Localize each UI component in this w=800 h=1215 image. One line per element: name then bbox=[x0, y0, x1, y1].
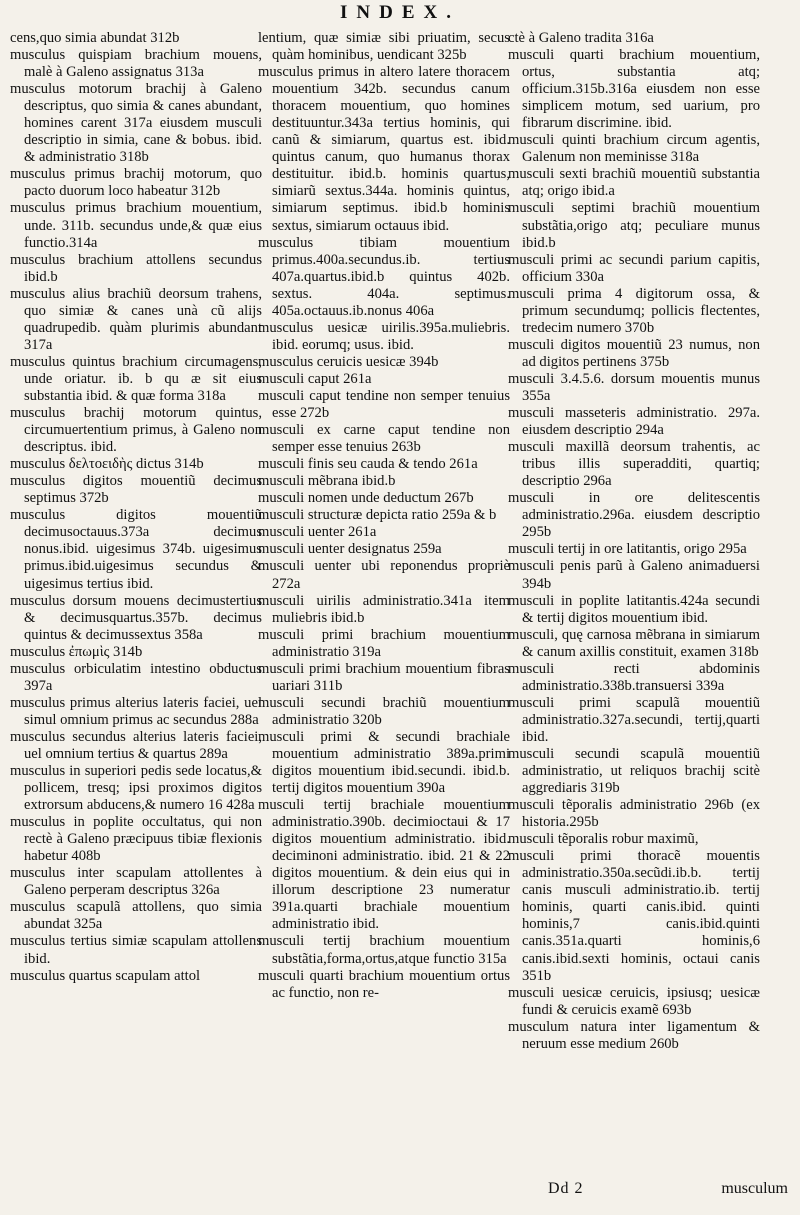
index-entry: musculus δελτοειδὴς dictus 314b bbox=[10, 456, 204, 473]
index-entry: musculi masseteris administratio. 297a. eiusdem descriptio 294a bbox=[508, 405, 760, 439]
index-entry: musculus digitos mouentiũ decimusoctauus.373a decimus nonus.ibid. uigesimus 374b. uigesimus primus.ibid.uigesimus secundus & uigesimus tertius ibid. bbox=[10, 507, 262, 592]
index-entry: musculus primus in altero latere thoracem mouentium 342b. secundus canum thoracem mouentium, quo homines destituuntur.343a tertius hominis, qui canũ & simiarum, quartus est. ibid. quintus canum, quo humanus thorax destituitur. ibid.b. hominis quartus, simiarũ sextus.344a. hominis quintus, simiarum septimus. ibid.b hominis sextus, simiarum octauus ibid. bbox=[258, 64, 510, 234]
index-entry: musculus quartus scapulam attol bbox=[10, 967, 201, 984]
index-entry: musculi primi & secundi brachiale mouentium administratio 389a.primi digitos mouentium ibid.secundi. ibid.b. tertij digitos mouentium 390a bbox=[258, 728, 510, 797]
page-header: INDEX. bbox=[340, 2, 460, 23]
index-entry: musculi primi brachium mouentium fibras uariari 311b bbox=[258, 660, 510, 694]
index-column-3 bbox=[508, 30, 760, 1053]
index-entry: musculi finis seu cauda & tendo 261a bbox=[258, 456, 478, 473]
index-entry: musculi ex carne caput tendine non semper esse tenuius 263b bbox=[258, 422, 510, 456]
index-entry: musculus secundus alterius lateris faciei, uel omnium tertius & quartus 289a bbox=[10, 728, 262, 762]
index-entry: musculi sexti brachiũ mouentiũ substantia atq; origo ibid.a bbox=[508, 166, 760, 200]
index-entry: musculus in superiori pedis sede locatus,& pollicem, tresq; ipsi proximos digitos extrorsum abducens,& numero 16 428a bbox=[10, 763, 262, 814]
index-entry: musculi tertij in ore latitantis, origo 295a bbox=[508, 541, 747, 558]
index-entry: musculus quispiam brachium mouens, malè à Galeno assignatus 313a bbox=[10, 47, 262, 81]
index-entry: musculus uesicæ uirilis.395a.muliebris. ibid. eorumq; usus. ibid. bbox=[258, 319, 510, 353]
index-entry: musculi uenter ubi reponendus propriè 272a bbox=[258, 558, 510, 592]
index-entry: musculum natura inter ligamentum & neruum esse medium 260b bbox=[508, 1018, 760, 1052]
index-entry: musculus brachij motorum quintus, circumuertentium primus, à Galeno non descriptus. ibid. bbox=[10, 405, 262, 456]
index-entry: musculus motorum brachij à Galeno descriptus, quo simia & canes abundant, homines carent 317a eiusdem musculi descriptio in simia, cane & bobus. ibid. & administratio 318b bbox=[10, 81, 262, 166]
index-entry: musculi caput 261a bbox=[258, 370, 372, 387]
index-entry: musculus primus brachium mouentium, unde. 311b. secundus unde,& quæ eius functio.314a bbox=[10, 200, 262, 251]
index-entry: musculi primi brachium mouentium administratio 319a bbox=[258, 626, 510, 660]
index-entry: musculi quarti brachium mouentium, ortus, substantia atq; officium.315b.316a eiusdem non esse simplicem motum, sed uarium, pro fibrarum discrimine. ibid. bbox=[508, 47, 760, 132]
index-entry: musculus quintus brachium circumagens, unde oriatur. ib. b qu æ sit eius substantia ibid. & quæ forma 318a bbox=[10, 353, 262, 404]
index-entry: musculus dorsum mouens decimustertius & decimusquartus.357b. decimus quintus & decimussextus 358a bbox=[10, 592, 262, 643]
index-entry: musculus tertius simiæ scapulam attollens ibid. bbox=[10, 933, 262, 967]
index-entry: musculus scapulã attollens, quo simia abundat 325a bbox=[10, 899, 262, 933]
index-entry: musculi uenter 261a bbox=[258, 524, 377, 541]
index-entry: musculus primus brachij motorum, quo pacto duorum loco habeatur 312b bbox=[10, 166, 262, 200]
index-entry: musculi secundi brachiũ mouentium administratio 320b bbox=[258, 694, 510, 728]
index-entry: musculi caput tendine non semper tenuius esse 272b bbox=[258, 387, 510, 422]
catchword: musculum bbox=[721, 1180, 788, 1197]
index-entry: musculi primi scapulã mouentiũ administratio.327a.secundi, tertij,quarti ibid. bbox=[508, 694, 760, 745]
index-entry: musculus primus alterius lateris faciei, uel simul omnium primus ac secundus 288a bbox=[10, 694, 262, 728]
index-entry: musculi recti abdominis administratio.338b.transuersi 339a bbox=[508, 660, 760, 694]
index-entry: musculi maxillã deorsum trahentis, ac tribus illis superadditi, quartiq; descriptio 296a bbox=[508, 439, 760, 490]
index-entry: musculus in poplite occultatus, qui non rectè à Galeno præcipuus tibiæ flexionis habetur 408b bbox=[10, 814, 262, 865]
index-entry: musculi primi ac secundi parium capitis, officium 330a bbox=[508, 251, 760, 285]
signature-mark: Dd 2 bbox=[548, 1180, 584, 1197]
index-entry: musculi penis parũ à Galeno animaduersi 394b bbox=[508, 558, 760, 592]
index-column-1 bbox=[10, 30, 262, 985]
index-entry: musculi tertij brachium mouentium substãtia,forma,ortus,atque functio 315a bbox=[258, 933, 510, 967]
index-entry: musculus alius brachiũ deorsum trahens, quo simiæ & canes unà cũ alijs quadrupedib. quàm plurimis abundant 317a bbox=[10, 285, 262, 353]
index-entry: musculus digitos mouentiũ decimus septimus 372b bbox=[10, 473, 262, 507]
index-entry: musculi uenter designatus 259a bbox=[258, 541, 442, 558]
index-entry: musculi quinti brachium circum agentis, Galenum non meminisse 318a bbox=[508, 132, 760, 166]
index-entry: musculi primi thoracẽ mouentis administratio.350a.secũdi.ib.b. tertij canis musculi administratio.ib. tertij hominis, quarti canis.ibid. quinti hominis,7 canis.ibid.quinti canis.351a.quarti hominis,6 canis.ibid.sexti hominis, octaui canis 351b bbox=[508, 848, 760, 984]
index-entry: musculi in poplite latitantis.424a secundi & tertij digitos mouentium ibid. bbox=[508, 592, 760, 626]
index-entry: musculi septimi brachiũ mouentium substãtia,origo atq; peculiare munus ibid.b bbox=[508, 200, 760, 251]
index-entry: musculi, quę carnosa mẽbrana in simiarum & canum axillis constituit, examen 318b bbox=[508, 626, 760, 660]
index-entry: musculi uirilis administratio.341a item muliebris ibid.b bbox=[258, 592, 510, 626]
index-entry: musculus tibiam mouentium primus.400a.secundus.ib. tertius 407a.quartus.ibid.b quintus 402b. sextus. 404a. septimus. 405a.octauus.ib.nonus 406a bbox=[258, 234, 510, 319]
index-entry: musculi quarti brachium mouentium ortus ac functio, non re- bbox=[258, 967, 510, 1001]
index-entry: musculi digitos mouentiũ 23 numus, non ad digitos pertinens 375b bbox=[508, 336, 760, 370]
index-entry: musculi tẽporalis robur maximũ, bbox=[508, 831, 699, 848]
index-entry: cens,quo simia abundat 312b bbox=[10, 30, 180, 46]
index-entry: musculi in ore delitescentis administratio.296a. eiusdem descriptio 295b bbox=[508, 490, 760, 541]
page-footer bbox=[548, 1180, 788, 1198]
index-column-2 bbox=[258, 30, 510, 1002]
index-entry: musculus inter scapulam attollentes à Galeno perperam descriptus 326a bbox=[10, 865, 262, 899]
index-entry: musculus brachium attollens secundus ibid.b bbox=[10, 251, 262, 285]
index-entry: musculus ἐπωμὶς 314b bbox=[10, 643, 143, 660]
index-entry: musculi structuræ depicta ratio 259a & b bbox=[258, 507, 497, 524]
index-entry: musculi mẽbrana ibid.b bbox=[258, 473, 396, 490]
index-entry: musculi secundi scapulã mouentiũ administratio, ut reliquos brachij scitè aggrediaris 319b bbox=[508, 745, 760, 797]
index-entry: musculi tertij brachiale mouentium administratio.390b. decimioctaui & 17 digitos mouentium administratio. ibid. deciminoni administratio. ibid. 21 & 22 digitos mouentium. & dein eius qui in illorum descriptione 23 numeratur 391a.quarti brachiale mouentium administratio ibid. bbox=[258, 797, 510, 933]
index-entry: musculi 3.4.5.6. dorsum mouentis munus 355a bbox=[508, 370, 760, 404]
index-entry: musculus ceruicis uesicæ 394b bbox=[258, 353, 439, 370]
index-entry: musculus orbiculatim intestino obductus 397a bbox=[10, 660, 262, 694]
index-entry: musculi tẽporalis administratio 296b (ex historia.295b bbox=[508, 797, 760, 831]
index-entry: musculi uesicæ ceruicis, ipsiusq; uesicæ fundi & ceruicis examẽ 693b bbox=[508, 984, 760, 1018]
index-entry: lentium, quæ simiæ sibi priuatim, secus quàm hominibus, uendicant 325b bbox=[258, 30, 510, 64]
index-entry: ctè à Galeno tradita 316a bbox=[508, 30, 654, 46]
index-entry: musculi nomen unde deductum 267b bbox=[258, 490, 474, 507]
index-entry: musculi prima 4 digitorum ossa, & primum secundumq; pollicis flectentes, tredecim numero 370b bbox=[508, 285, 760, 336]
